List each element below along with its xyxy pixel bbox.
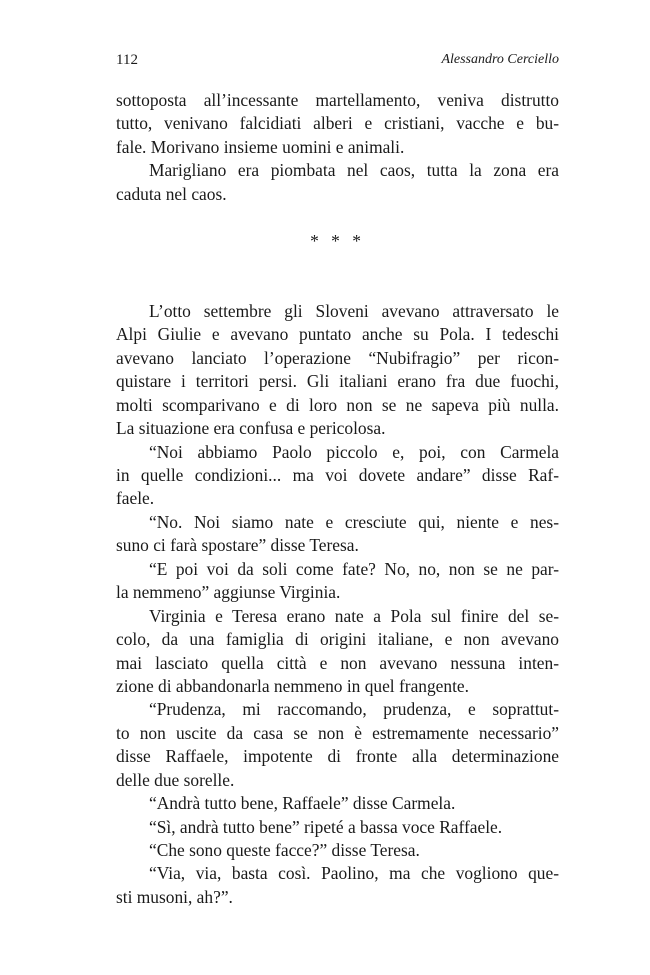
text-line: sti musoni, ah?”. — [116, 886, 233, 907]
text-line: colo, da una famiglia di origini italiane, e non avevano — [116, 629, 559, 650]
text-line: Marigliano era piombata nel caos, tutta la zona era — [149, 160, 559, 181]
text-line: La situazione era confusa e pericolosa. — [116, 418, 386, 439]
text-line: in quelle condizioni... ma voi dovete andare” disse Raf- — [116, 465, 559, 485]
text-line: suno ci farà spostare” disse Teresa. — [116, 535, 359, 556]
text-line: “Via, via, basta così. Paolino, ma che vogliono que- — [149, 863, 559, 884]
text-line: disse Raffaele, impotente di fronte alla determinazione — [116, 746, 559, 767]
text-line: molti scomparivano e di loro non se ne sapeva più nulla. — [116, 394, 559, 415]
page-number: 112 — [116, 52, 138, 68]
text-line: “Sì, andrà tutto bene” ripeté a bassa voce Raffaele. — [149, 816, 503, 837]
text-line: “Che sono queste facce?” disse Teresa. — [149, 840, 420, 860]
text-line — [116, 277, 559, 300]
text-line: quistare i territori persi. Gli italiani erano fra due fuochi, — [116, 371, 559, 392]
running-head-author: Alessandro Cerciello — [441, 52, 559, 67]
text-line: Alpi Giulie e avevano puntato anche su Pola. I tedeschi — [116, 324, 559, 345]
text-line — [116, 206, 559, 229]
page-header — [116, 52, 559, 76]
text-line: tutto, venivano falcidiati alberi e cristiani, vacche e bu- — [116, 113, 559, 134]
text-line: fale. Morivano insieme uomini e animali. — [116, 136, 405, 157]
text-line: “No. Noi siamo nate e cresciute qui, niente e nes- — [149, 511, 559, 532]
text-line: caduta nel caos. — [116, 183, 227, 204]
text-line: mai lasciato quella città e non avevano nessuna inten- — [116, 652, 559, 673]
text-line — [116, 253, 559, 276]
text-line: “E poi voi da soli come fate? No, no, non se ne par- — [149, 558, 559, 579]
text-line: “Noi abbiamo Paolo piccolo e, poi, con Carmela — [149, 441, 559, 462]
text-line: faele. — [116, 488, 155, 509]
text-line: to non uscite da casa se non è estremamente necessario” — [116, 722, 559, 743]
section-break: * * * — [310, 230, 365, 251]
text-line: delle due sorelle. — [116, 769, 235, 790]
text-line: “Prudenza, mi raccomando, prudenza, e soprattut- — [149, 699, 559, 720]
text-line: “Andrà tutto bene, Raffaele” disse Carmela. — [149, 793, 456, 814]
text-line: sottoposta all’incessante martellamento, veniva distrutto — [116, 90, 559, 110]
text-line: L’otto settembre gli Sloveni avevano attraversato le — [149, 300, 559, 321]
text-line: avevano lanciato l’operazione “Nubifragio” per ricon- — [116, 347, 559, 368]
text-line: la nemmeno” aggiunse Virginia. — [116, 582, 341, 603]
body-text — [116, 89, 559, 909]
text-line: Virginia e Teresa erano nate a Pola sul finire del se- — [149, 605, 559, 626]
text-line: zione di abbandonarla nemmeno in quel frangente. — [116, 675, 469, 696]
